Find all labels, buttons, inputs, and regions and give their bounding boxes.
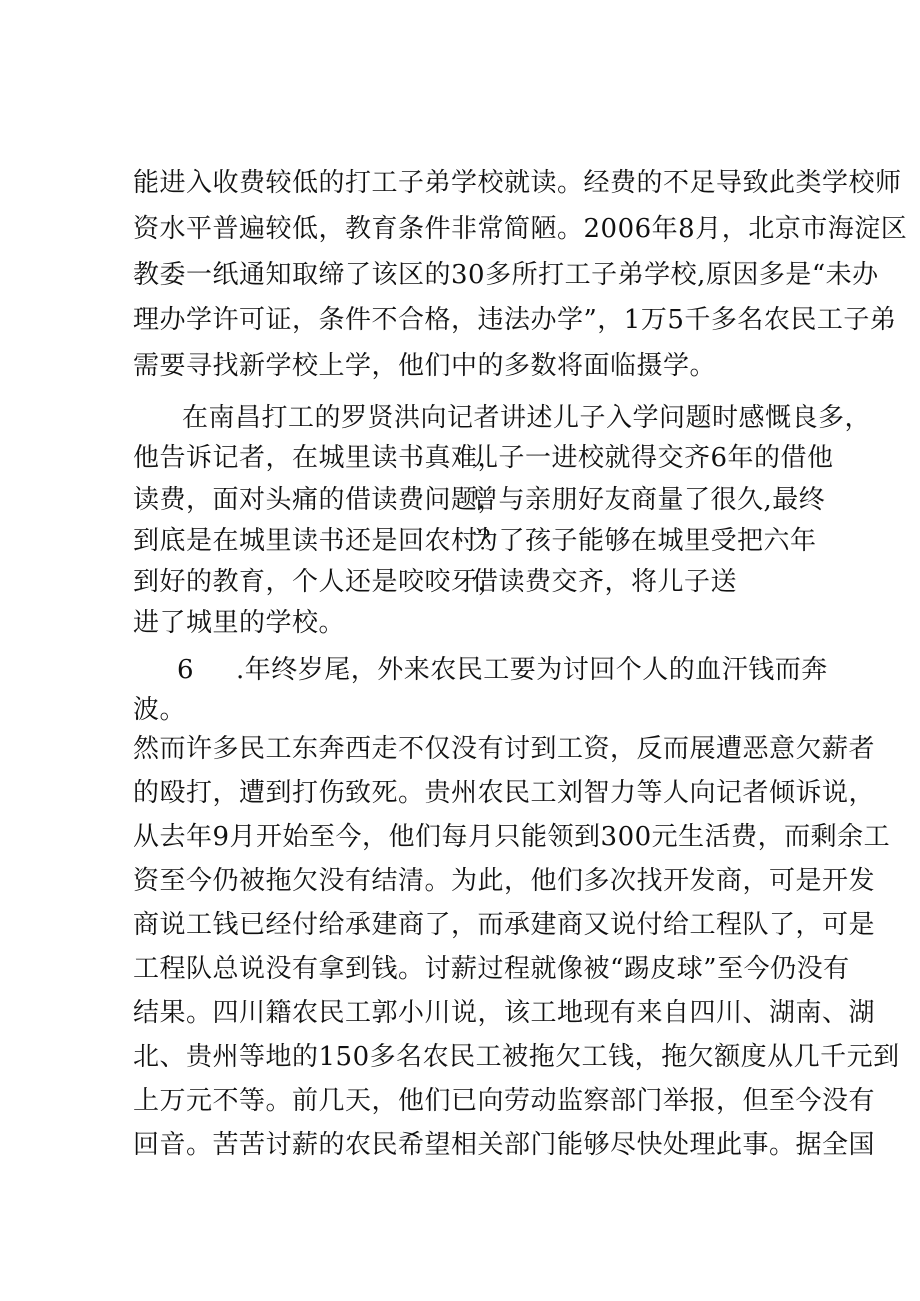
paragraph2-last-line: 进了城里的学校。: [133, 608, 346, 638]
paragraph1-line-2: 资水平普遍较低，教育条件非常简陋。2006年8月，北京市海淀区: [133, 214, 908, 244]
paragraph3-line-10: 回音。苦苦讨薪的农民希望相关部门能够尽快处理此事。据全国: [133, 1130, 876, 1160]
paragraph3-line-5: 商说工钱已经付给承建商了，而承建商又说付给工程队了，可是: [133, 910, 876, 940]
paragraph3-line-9: 上万元不等。前几天，他们已向劳动监察部门举报，但至今没有: [133, 1086, 876, 1116]
paragraph3-line-8: 北、贵州等地的150多名农民工被拖欠工钱，拖欠额度从几千元到: [133, 1042, 900, 1072]
paragraph2-row-4-left: 到好的教育，个人还是咬咬牙，: [133, 567, 505, 597]
paragraph1-line-1: 能进入收费较低的打工子弟学校就读。经费的不足导致此类学校师: [133, 168, 902, 198]
paragraph3-line-7: 结果。四川籍农民工郭小川说，该工地现有来自四川、湖南、湖: [133, 998, 876, 1028]
paragraph3-line-3: 从去年9月开始至今，他们每月只能领到300元生活费，而剩余工: [133, 822, 891, 852]
paragraph3-second-line: 波。: [133, 695, 187, 725]
paragraph2-row-3-right: 为了孩子能够在城里受把六年: [472, 526, 817, 556]
paragraph3-number: 6: [177, 655, 195, 685]
paragraph1-line-5: 需要寻找新学校上学，他们中的多数将面临摄学。: [133, 351, 717, 381]
paragraph3-line-6: 工程队总说没有拿到钱。讨薪过程就像被“踢皮球”至今仍没有: [133, 954, 850, 984]
paragraph3-line-4: 资至今仍被拖欠没有结清。为此，他们多次找开发商，可是开发: [133, 866, 876, 896]
paragraph1-line-3: 教委一纸通知取缔了该区的30多所打工子弟学校,原因多是“未办: [133, 260, 879, 290]
paragraph2-row-4-right: 借读费交齐，将儿子送: [472, 567, 738, 597]
paragraph2-first-line: 在南昌打工的罗贤洪向记者讲述儿子入学问题时感慨良多，: [182, 403, 872, 433]
paragraph3-line-2: 的殴打，遭到打伤致死。贵州农民工刘智力等人向记者倾诉说，: [133, 778, 876, 808]
paragraph2-row-2-right: 曾与亲朋好友商量了很久,最终: [472, 485, 826, 515]
paragraph2-row-1-left: 他告诉记者，在城里读书真难，: [133, 443, 505, 473]
paragraph2-row-1-right: 儿子一进校就得交齐6年的借他: [472, 443, 834, 473]
paragraph2-row-3-left: 到底是在城里读书还是回农村？: [133, 526, 505, 556]
paragraph1-line-4: 理办学许可证，条件不合格，违法办学”，1万5千多名农民工子弟: [133, 305, 897, 335]
paragraph2-row-2-left: 读费，面对头痛的借读费问题，: [133, 485, 505, 515]
paragraph3-line-1: 然而许多民工东奔西走不仅没有讨到工资，反而展遭恶意欠薪者: [133, 734, 876, 764]
paragraph3-first-line: .年终岁尾，外来农民工要为讨回个人的血汗钱而奔: [236, 655, 828, 685]
